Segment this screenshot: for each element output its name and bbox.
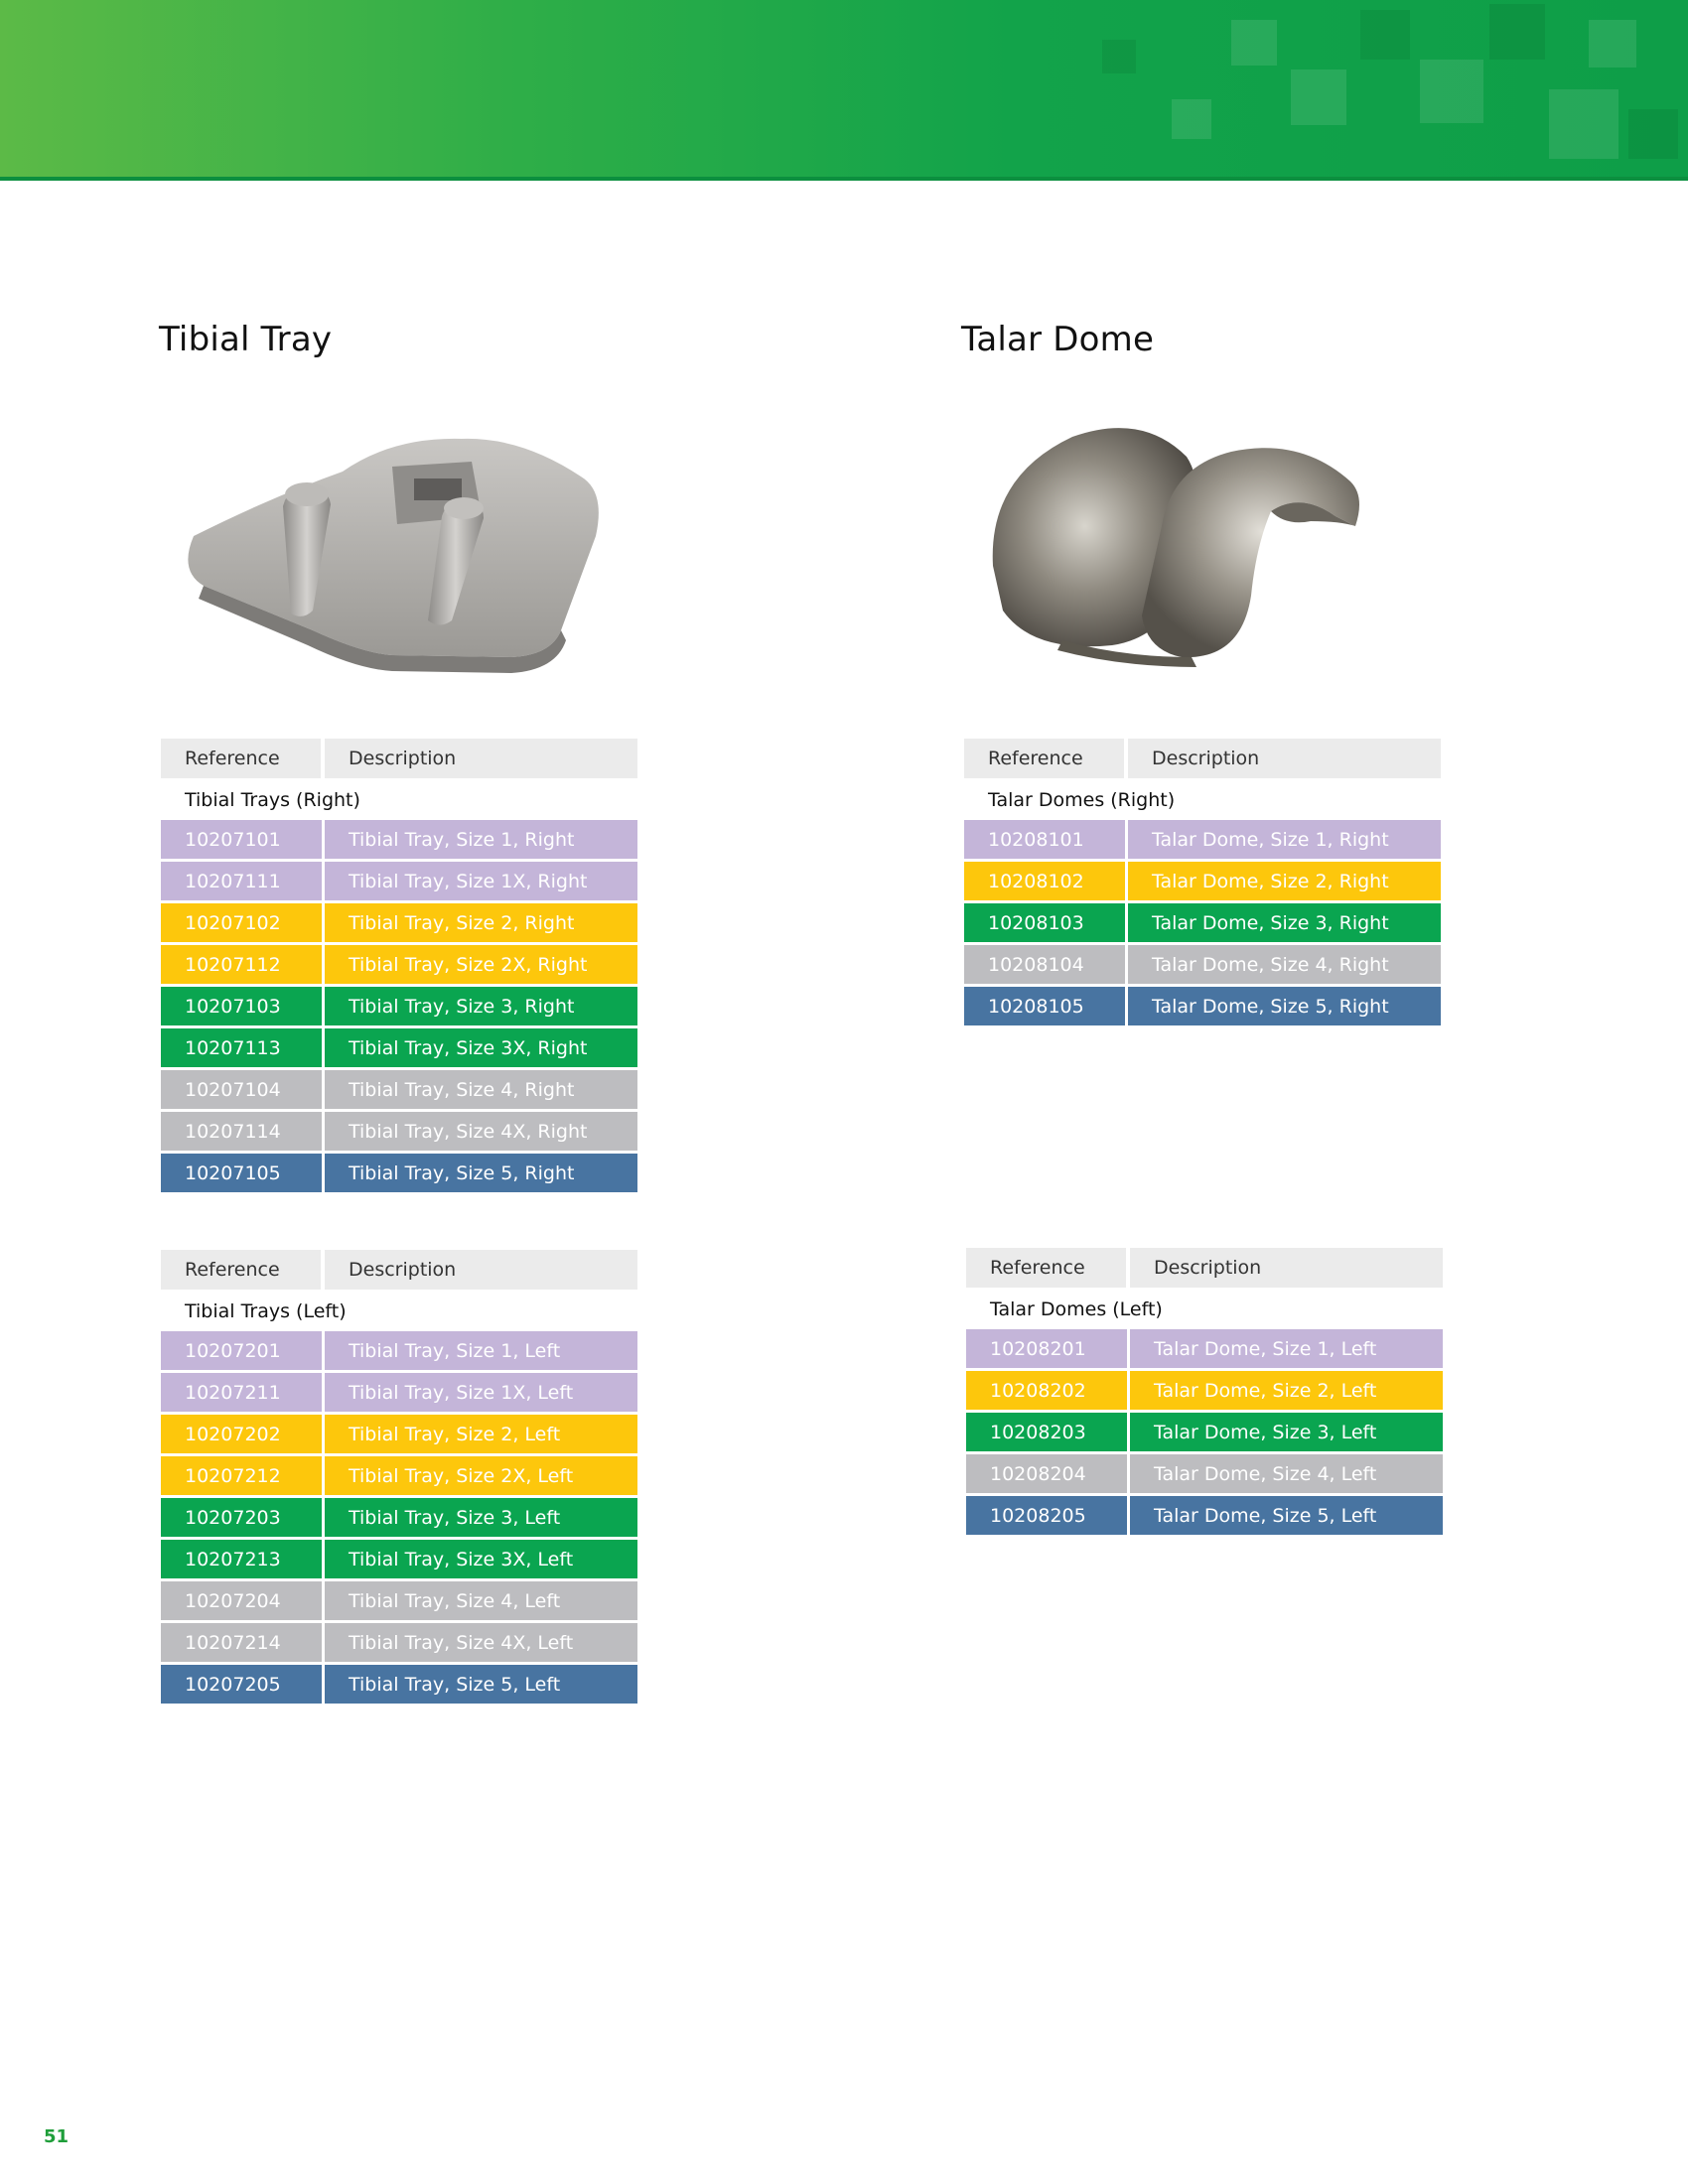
table-row [966, 1413, 1443, 1451]
table-header [161, 739, 637, 778]
table-row [161, 1581, 637, 1620]
description-cell: Talar Dome, Size 3, Left [1130, 1413, 1443, 1451]
reference-cell: 10207204 [161, 1581, 322, 1620]
banner-tile [1549, 89, 1618, 159]
reference-cell: 10207202 [161, 1415, 322, 1453]
reference-cell: 10208204 [966, 1454, 1127, 1493]
description-cell: Tibial Tray, Size 2X, Right [325, 945, 637, 984]
header-banner [0, 0, 1688, 181]
banner-tile [1420, 60, 1483, 123]
table-row [161, 1665, 637, 1704]
banner-tile [1291, 69, 1346, 125]
description-cell: Tibial Tray, Size 4X, Left [325, 1623, 637, 1662]
description-header: Description [325, 1250, 637, 1290]
group-label: Tibial Trays (Right) [185, 789, 360, 811]
description-cell: Tibial Tray, Size 1X, Right [325, 862, 637, 900]
description-cell: Tibial Tray, Size 4, Left [325, 1581, 637, 1620]
table-row [966, 1329, 1443, 1368]
reference-header: Reference [964, 739, 1124, 778]
table-row [161, 820, 637, 859]
description-cell: Tibial Tray, Size 5, Left [325, 1665, 637, 1704]
description-cell: Talar Dome, Size 3, Right [1128, 903, 1441, 942]
tibial-tray-heading: Tibial Tray [159, 320, 333, 359]
reference-cell: 10207203 [161, 1498, 322, 1537]
banner-tile [1231, 20, 1277, 66]
description-header: Description [325, 739, 637, 778]
table-row [161, 945, 637, 984]
table-row [161, 1154, 637, 1192]
table-row [964, 987, 1441, 1025]
reference-header: Reference [161, 1250, 321, 1290]
table-row [161, 1070, 637, 1109]
table-row [964, 945, 1441, 984]
description-cell: Tibial Tray, Size 1, Right [325, 820, 637, 859]
reference-cell: 10207212 [161, 1456, 322, 1495]
description-cell: Tibial Tray, Size 5, Right [325, 1154, 637, 1192]
description-cell: Tibial Tray, Size 1, Left [325, 1331, 637, 1370]
description-cell: Tibial Tray, Size 4X, Right [325, 1112, 637, 1151]
table-row [964, 862, 1441, 900]
reference-cell: 10208103 [964, 903, 1125, 942]
reference-cell: 10207113 [161, 1028, 322, 1067]
reference-cell: 10207201 [161, 1331, 322, 1370]
banner-tile [1489, 4, 1545, 60]
talar-domes-right-table [964, 739, 1441, 1028]
banner-tile [1172, 99, 1211, 139]
description-cell: Tibial Tray, Size 2, Left [325, 1415, 637, 1453]
reference-cell: 10207205 [161, 1665, 322, 1704]
reference-header: Reference [966, 1248, 1126, 1288]
talar-dome-implant-image [973, 397, 1375, 690]
reference-cell: 10207114 [161, 1112, 322, 1151]
description-header: Description [1128, 739, 1441, 778]
description-cell: Tibial Tray, Size 3X, Right [325, 1028, 637, 1067]
table-row [161, 1498, 637, 1537]
table-row [161, 987, 637, 1025]
table-row [161, 1331, 637, 1370]
description-cell: Tibial Tray, Size 2, Right [325, 903, 637, 942]
reference-cell: 10207103 [161, 987, 322, 1025]
reference-cell: 10208101 [964, 820, 1125, 859]
table-row [966, 1496, 1443, 1535]
reference-cell: 10208105 [964, 987, 1125, 1025]
reference-header: Reference [161, 739, 321, 778]
talar-domes-left-table [966, 1248, 1443, 1538]
talar-dome-heading: Talar Dome [961, 320, 1155, 359]
description-cell: Talar Dome, Size 2, Right [1128, 862, 1441, 900]
table-header [966, 1248, 1443, 1288]
reference-cell: 10207105 [161, 1154, 322, 1192]
table-body [966, 1329, 1443, 1535]
table-row [161, 1028, 637, 1067]
table-row [161, 1623, 637, 1662]
reference-cell: 10207102 [161, 903, 322, 942]
table-row [161, 1456, 637, 1495]
description-cell: Tibial Tray, Size 4, Right [325, 1070, 637, 1109]
description-cell: Talar Dome, Size 1, Right [1128, 820, 1441, 859]
reference-cell: 10207214 [161, 1623, 322, 1662]
description-cell: Tibial Tray, Size 3X, Left [325, 1540, 637, 1578]
table-header [161, 1250, 637, 1290]
description-cell: Talar Dome, Size 4, Left [1130, 1454, 1443, 1493]
table-row [161, 903, 637, 942]
group-label: Talar Domes (Left) [990, 1298, 1163, 1320]
tibial-tray-implant-image [164, 417, 626, 690]
table-row [161, 1540, 637, 1578]
table-row [161, 1415, 637, 1453]
table-body [161, 820, 637, 1192]
tibial-trays-right-table [161, 739, 637, 1195]
description-cell: Talar Dome, Size 5, Left [1130, 1496, 1443, 1535]
banner-tile [1589, 20, 1636, 68]
description-cell: Talar Dome, Size 1, Left [1130, 1329, 1443, 1368]
table-body [964, 820, 1441, 1025]
table-row [161, 1112, 637, 1151]
banner-tile [1628, 109, 1678, 159]
banner-tile [1360, 10, 1410, 60]
description-cell: Tibial Tray, Size 2X, Left [325, 1456, 637, 1495]
reference-cell: 10208205 [966, 1496, 1127, 1535]
reference-cell: 10208102 [964, 862, 1125, 900]
banner-tile [1102, 40, 1136, 73]
group-label: Talar Domes (Right) [988, 789, 1176, 811]
table-row [964, 820, 1441, 859]
reference-cell: 10207211 [161, 1373, 322, 1412]
reference-cell: 10208202 [966, 1371, 1127, 1410]
description-cell: Tibial Tray, Size 1X, Left [325, 1373, 637, 1412]
reference-cell: 10207101 [161, 820, 322, 859]
description-cell: Talar Dome, Size 2, Left [1130, 1371, 1443, 1410]
table-row [161, 862, 637, 900]
group-label: Tibial Trays (Left) [185, 1300, 347, 1322]
reference-cell: 10207111 [161, 862, 322, 900]
reference-cell: 10208104 [964, 945, 1125, 984]
description-cell: Talar Dome, Size 5, Right [1128, 987, 1441, 1025]
banner-bottom-edge [0, 177, 1688, 181]
reference-cell: 10207112 [161, 945, 322, 984]
description-header: Description [1130, 1248, 1443, 1288]
description-cell: Tibial Tray, Size 3, Left [325, 1498, 637, 1537]
table-body [161, 1331, 637, 1704]
table-row [161, 1373, 637, 1412]
reference-cell: 10207213 [161, 1540, 322, 1578]
table-row [964, 903, 1441, 942]
description-cell: Tibial Tray, Size 3, Right [325, 987, 637, 1025]
reference-cell: 10207104 [161, 1070, 322, 1109]
table-header [964, 739, 1441, 778]
reference-cell: 10208203 [966, 1413, 1127, 1451]
page-number: 51 [44, 2126, 70, 2147]
description-cell: Talar Dome, Size 4, Right [1128, 945, 1441, 984]
table-row [966, 1454, 1443, 1493]
reference-cell: 10208201 [966, 1329, 1127, 1368]
table-row [966, 1371, 1443, 1410]
tibial-trays-left-table [161, 1250, 637, 1706]
